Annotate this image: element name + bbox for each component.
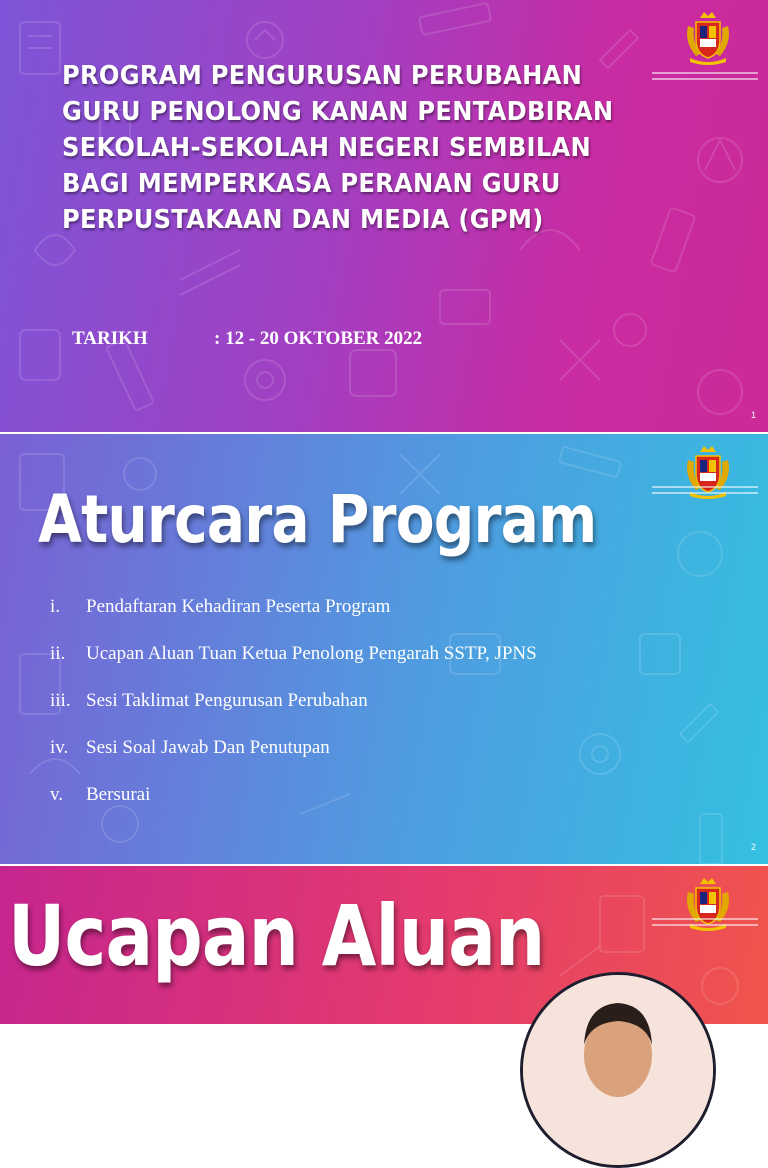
list-item	[50, 686, 610, 716]
department-text-line	[652, 78, 758, 80]
agenda-title: Aturcara Program	[38, 481, 597, 558]
item-text: Ucapan Aluan Tuan Ketua Penolong Pengarah SSTP, JPNS	[86, 643, 537, 664]
welcome-speech-title: Ucapan Aluan	[8, 887, 545, 985]
ministry-text-line	[652, 486, 758, 488]
item-number: iii.	[50, 690, 71, 711]
department-text-line	[652, 492, 758, 494]
slide-number: 2	[750, 842, 756, 852]
list-item	[50, 733, 610, 763]
program-date	[72, 328, 422, 350]
speaker-photo	[523, 975, 713, 1165]
item-number: iv.	[50, 737, 69, 758]
item-text: Bersurai	[86, 784, 151, 805]
item-text: Pendaftaran Kehadiran Peserta Program	[86, 596, 391, 617]
item-number: ii.	[50, 643, 66, 664]
department-text-line	[652, 924, 758, 926]
ministry-text-line	[652, 72, 758, 74]
malaysia-coat-of-arms-logo	[678, 8, 738, 68]
item-text: Sesi Taklimat Pengurusan Perubahan	[86, 690, 368, 711]
speaker-portrait	[520, 972, 716, 1168]
date-value: : 12 - 20 OKTOBER 2022	[214, 328, 423, 349]
slide-1	[0, 0, 768, 432]
item-number: v.	[50, 784, 64, 805]
list-item	[50, 592, 610, 622]
item-text: Sesi Soal Jawab Dan Penutupan	[86, 737, 330, 758]
list-item	[50, 639, 610, 669]
slide-number: 1	[750, 410, 756, 420]
program-title: PROGRAM PENGURUSAN PERUBAHAN GURU PENOLONG KANAN PENTADBIRAN SEKOLAH-SEKOLAH NEGERI SEMBILAN BAGI MEMPERKASA PERANAN GURU PERPUSTAKAAN DAN MEDIA (GPM)	[62, 61, 614, 235]
agenda-list	[50, 592, 610, 827]
ministry-text-line	[652, 918, 758, 920]
date-label: TARIKH	[72, 328, 148, 349]
list-item	[50, 780, 610, 810]
item-number: i.	[50, 596, 61, 617]
